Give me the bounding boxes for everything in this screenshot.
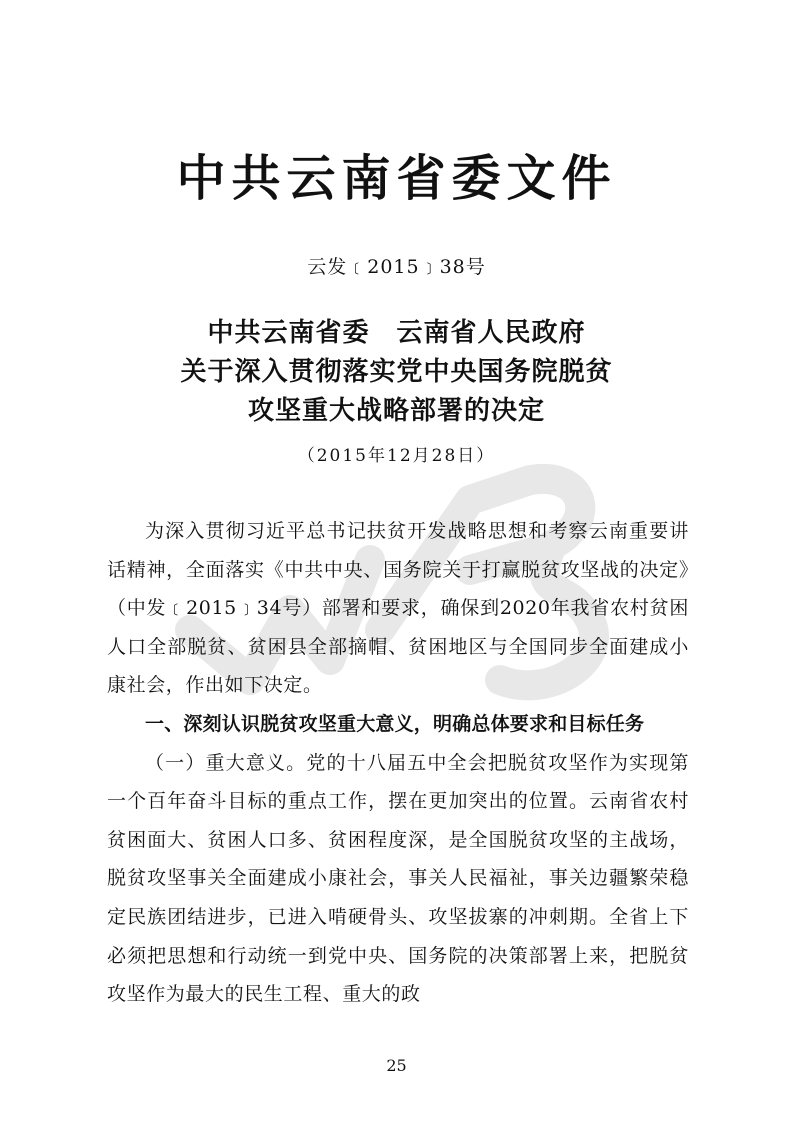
page-number: 25 xyxy=(386,1056,407,1075)
intro-paragraph: 为深入贯彻习近平总书记扶贫开发战略思想和考察云南重要讲话精神，全面落实《中共中央、国务院关于打赢脱贫攻坚战的决定》（中发﹝2015﹞34号）部署和要求，确保到2020年我省农村贫困人口全部脱贫、贫困县全部摘帽、贫困地区与全国同步全面建成小康社会，作出如下决定。 xyxy=(107,520,689,697)
document-body xyxy=(107,512,689,1014)
document-number: 云发﹝2015﹞38号 xyxy=(307,256,486,278)
section-heading: 一、深刻认识脱贫攻坚重大意义，明确总体要求和目标任务 xyxy=(145,712,645,735)
title-line: 攻坚重大战略部署的决定 xyxy=(247,396,545,426)
document-title xyxy=(0,314,793,431)
document-header-title: 中共云南省委文件 xyxy=(176,149,617,207)
title-line: 中共云南省委 云南省人民政府 xyxy=(207,318,586,348)
section-paragraph: （一）重大意义。党的十八届五中全会把脱贫攻坚作为实现第一个百年奋斗目标的重点工作，摆在更加突出的位置。云南省农村贫困面大、贫困人口多、贫困程度深，是全国脱贫攻坚的主战场，脱贫攻坚事关全面建成小康社会，事关人民福祉，事关边疆繁荣稳定民族团结进步，已进入啃硬骨头、攻坚拔寨的冲刺期。全省上下必须把思想和行动统一到党中央、国务院的决策部署上来，把脱贫攻坚作为最大的民生工程、重大的政 xyxy=(107,751,689,1006)
document-date: （2015年12月28日） xyxy=(297,446,496,466)
title-line: 关于深入贯彻落实党中央国务院脱贫 xyxy=(180,357,613,387)
